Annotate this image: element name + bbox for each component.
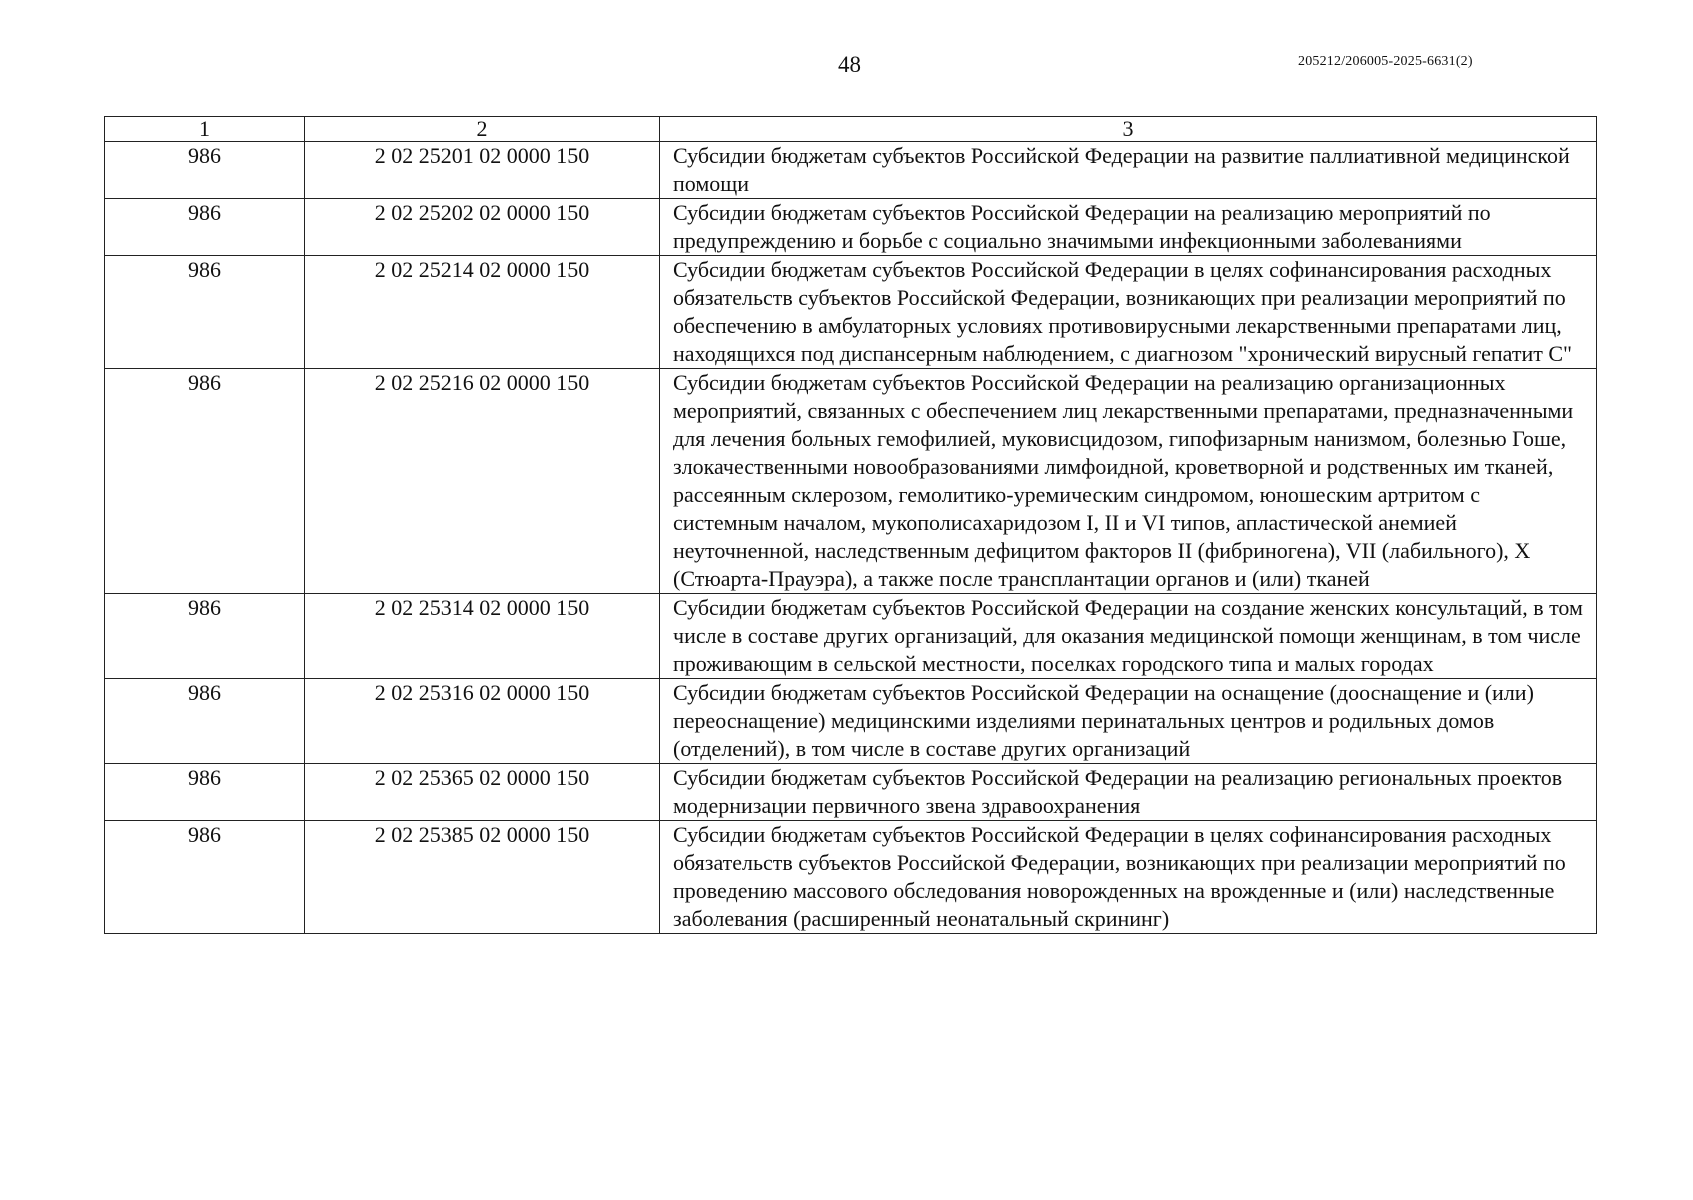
admin-code-cell: 986 — [105, 821, 305, 934]
table-header-row — [105, 117, 1597, 142]
table-row — [105, 142, 1597, 199]
description-cell: Субсидии бюджетам субъектов Российской Федерации на реализацию мероприятий по предупреждению и борьбе с социально значимыми инфекционными заболеваниями — [660, 199, 1597, 256]
page-number: 48 — [838, 52, 861, 77]
table-row — [105, 256, 1597, 369]
description-cell: Субсидии бюджетам субъектов Российской Федерации на оснащение (дооснащение и (или) переоснащение) медицинскими изделиями перинатальных центров и родильных домов (отделений), в том числе в составе других организаций — [660, 679, 1597, 764]
income-code-cell: 2 02 25216 02 0000 150 — [305, 369, 660, 594]
table-row — [105, 679, 1597, 764]
admin-code-cell: 986 — [105, 256, 305, 369]
admin-code-cell: 986 — [105, 594, 305, 679]
income-code-cell: 2 02 25201 02 0000 150 — [305, 142, 660, 199]
admin-code-cell: 986 — [105, 142, 305, 199]
column-header-3: 3 — [660, 117, 1597, 142]
admin-code-cell: 986 — [105, 199, 305, 256]
description-cell: Субсидии бюджетам субъектов Российской Федерации на развитие паллиативной медицинской помощи — [660, 142, 1597, 199]
admin-code-cell: 986 — [105, 679, 305, 764]
income-code-cell: 2 02 25214 02 0000 150 — [305, 256, 660, 369]
document-reference: 205212/206005-2025-6631(2) — [1298, 54, 1473, 69]
admin-code-cell: 986 — [105, 369, 305, 594]
column-header-1: 1 — [105, 117, 305, 142]
column-header-2: 2 — [305, 117, 660, 142]
income-code-cell: 2 02 25316 02 0000 150 — [305, 679, 660, 764]
description-cell: Субсидии бюджетам субъектов Российской Федерации на создание женских консультаций, в том числе в составе других организаций, для оказания медицинской помощи женщинам, в том числе проживающим в сельской местности, поселках городского типа и малых городах — [660, 594, 1597, 679]
table-row — [105, 199, 1597, 256]
table-row — [105, 369, 1597, 594]
income-code-cell: 2 02 25385 02 0000 150 — [305, 821, 660, 934]
budget-codes-table — [104, 116, 1597, 934]
table-row — [105, 821, 1597, 934]
description-cell: Субсидии бюджетам субъектов Российской Федерации на реализацию организационных мероприятий, связанных с обеспечением лиц лекарственными препаратами, предназначенными для лечения больных гемофилией, муковисцидозом, гипофизарным нанизмом, болезнью Гоше, злокачественными новообразованиями лимфоидной, кроветворной и родственных им тканей, рассеянным склерозом, гемолитико-уремическим синдромом, юношеским артритом с системным началом, мукополисахаридозом I, II и VI типов, апластической анемией неуточненной, наследственным дефицитом факторов II (фибриногена), VII (лабильного), X (Стюарта-Прауэра), а также после трансплантации органов и (или) тканей — [660, 369, 1597, 594]
income-code-cell: 2 02 25314 02 0000 150 — [305, 594, 660, 679]
income-code-cell: 2 02 25365 02 0000 150 — [305, 764, 660, 821]
table-row — [105, 764, 1597, 821]
description-cell: Субсидии бюджетам субъектов Российской Федерации на реализацию региональных проектов модернизации первичного звена здравоохранения — [660, 764, 1597, 821]
income-code-cell: 2 02 25202 02 0000 150 — [305, 199, 660, 256]
table-row — [105, 594, 1597, 679]
admin-code-cell: 986 — [105, 764, 305, 821]
description-cell: Субсидии бюджетам субъектов Российской Федерации в целях софинансирования расходных обязательств субъектов Российской Федерации, возникающих при реализации мероприятий по обеспечению в амбулаторных условиях противовирусными лекарственными препаратами лиц, находящихся под диспансерным наблюдением, с диагнозом "хронический вирусный гепатит C" — [660, 256, 1597, 369]
description-cell: Субсидии бюджетам субъектов Российской Федерации в целях софинансирования расходных обязательств субъектов Российской Федерации, возникающих при реализации мероприятий по проведению массового обследования новорожденных на врожденные и (или) наследственные заболевания (расширенный неонатальный скрининг) — [660, 821, 1597, 934]
